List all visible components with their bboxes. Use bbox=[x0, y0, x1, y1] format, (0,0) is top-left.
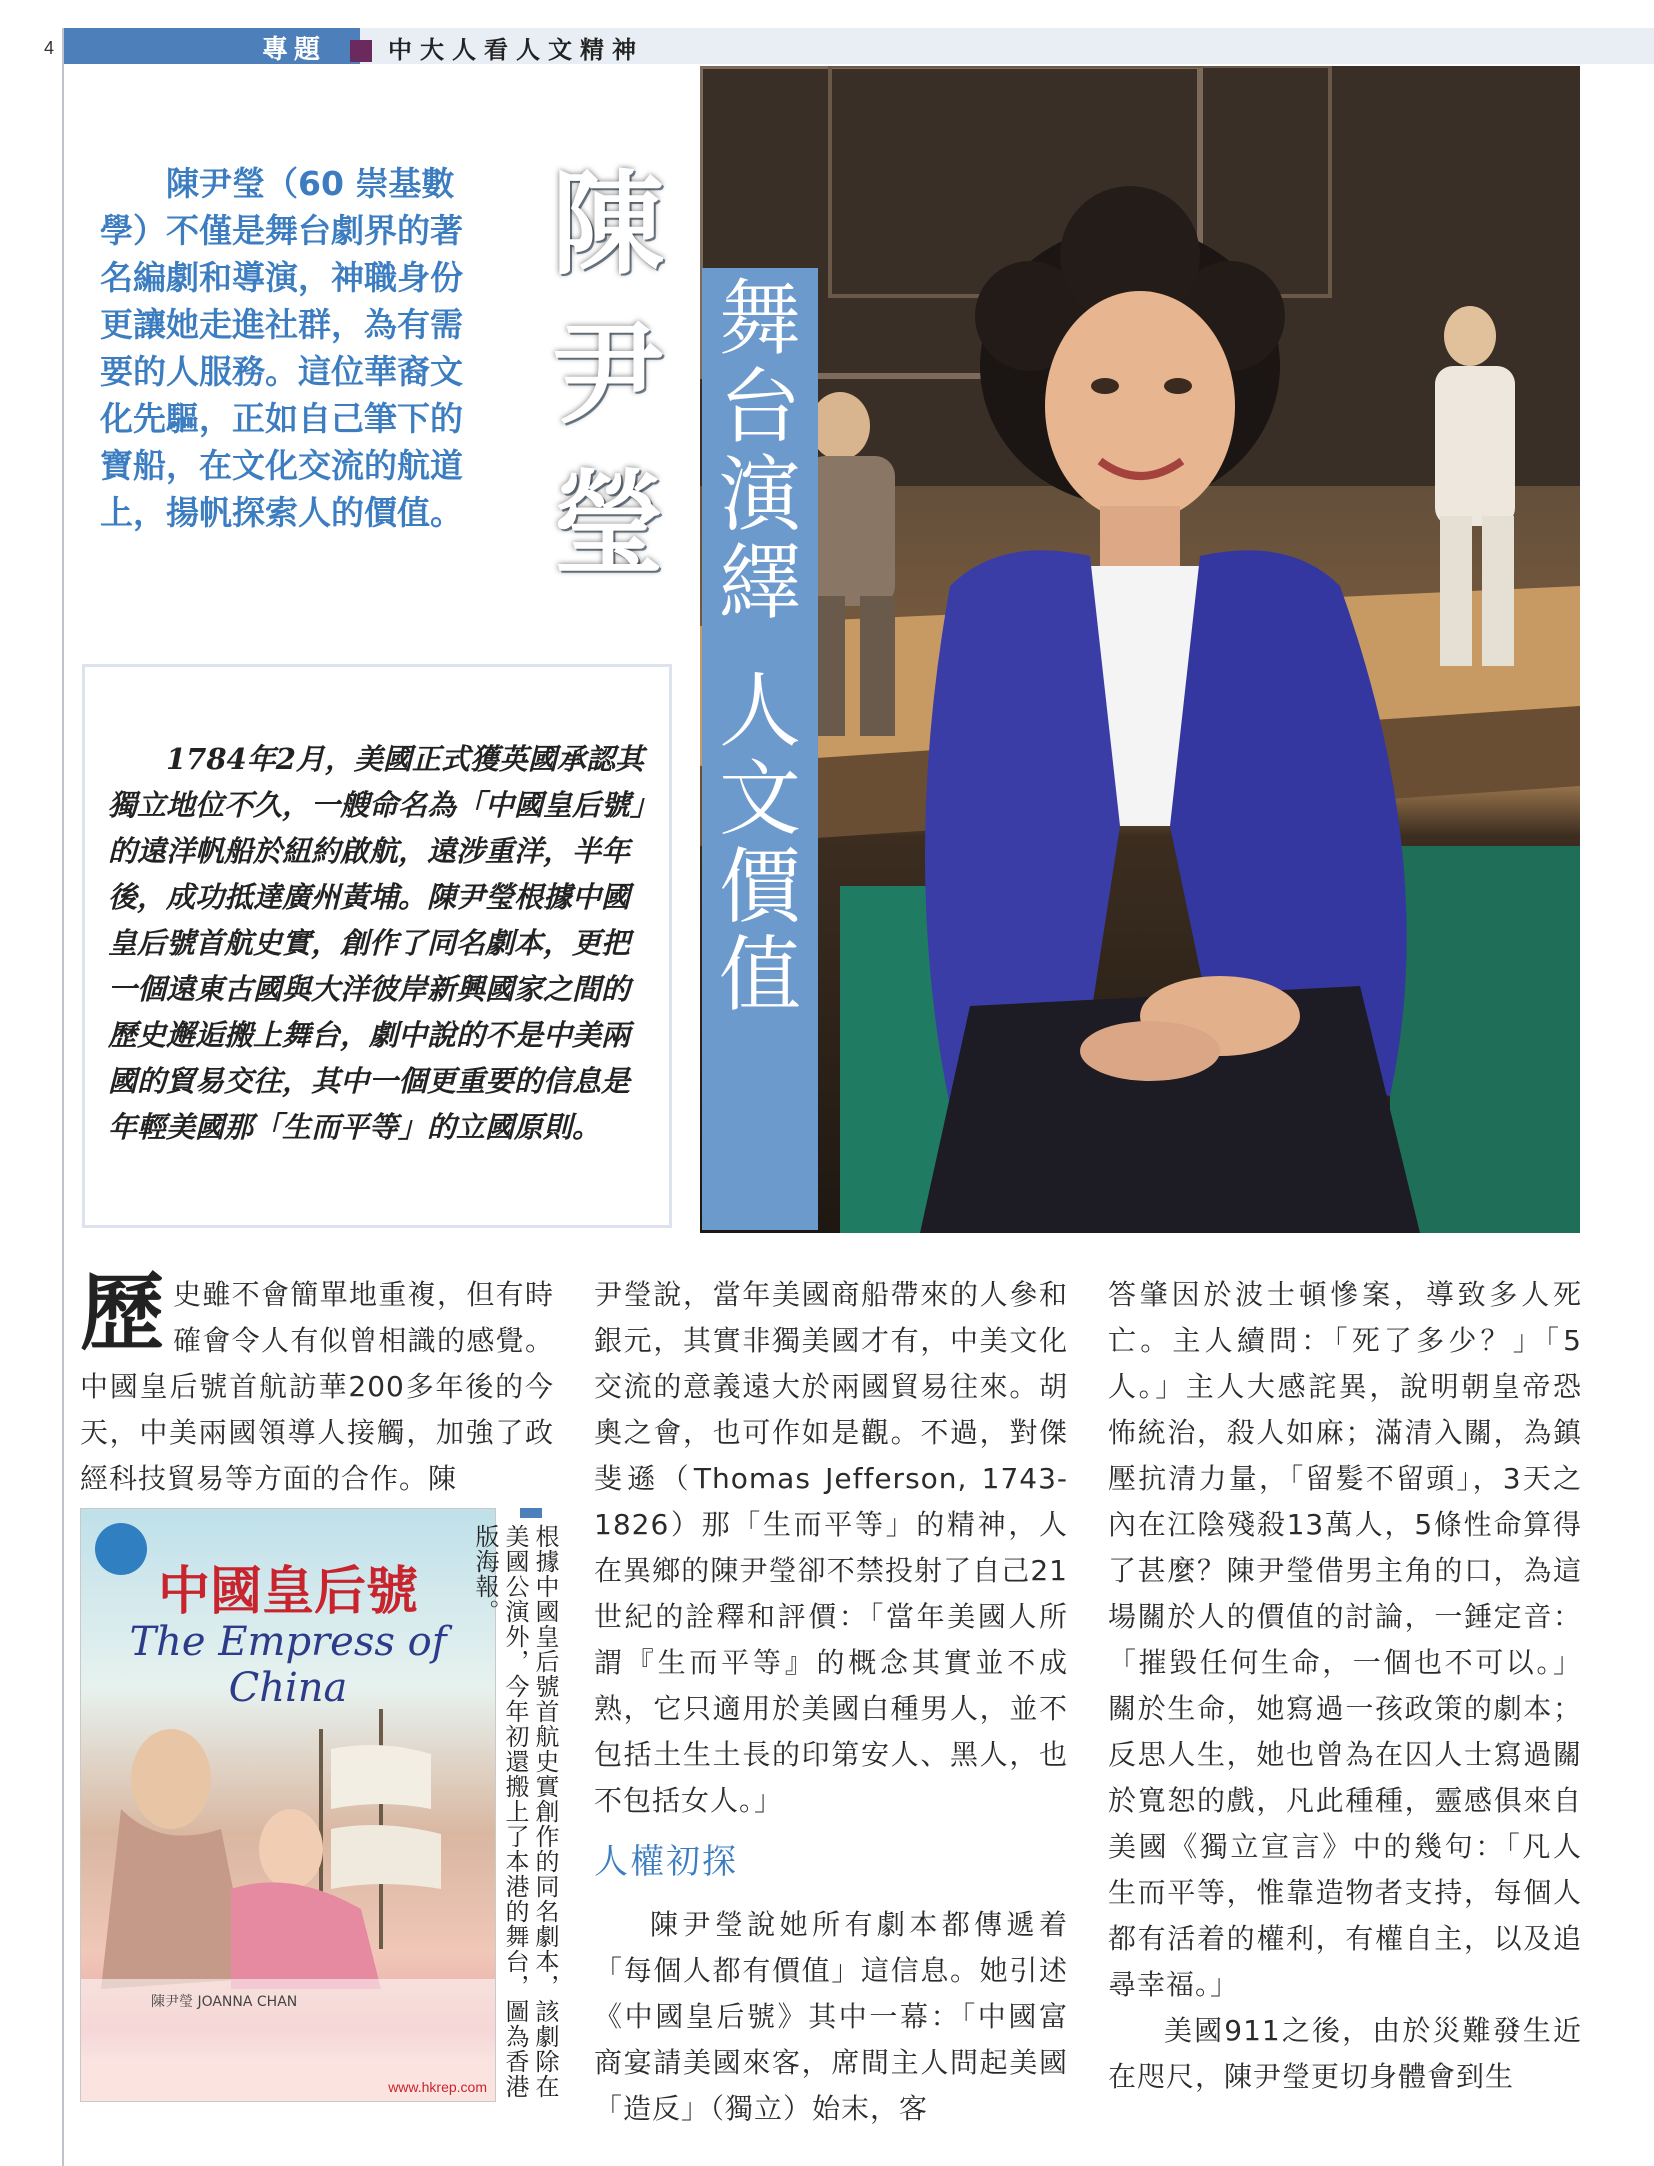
portrait-illustration bbox=[700, 66, 1580, 1233]
section-marker bbox=[350, 40, 372, 62]
subject-name bbox=[548, 150, 668, 600]
caption-marker bbox=[520, 1508, 542, 1518]
feature-photo bbox=[700, 66, 1580, 1233]
photo-caption: 根據中國皇后號首航史實創作的同名劇本，該劇除在美國公演外，今年初還搬上了本港的舞台，圖為香港版海報。 bbox=[471, 1524, 559, 2099]
headline-char: 繹 bbox=[718, 536, 801, 631]
headline-char: 價 bbox=[718, 840, 801, 935]
headline-char: 舞 bbox=[718, 272, 801, 367]
section-label: 專題 bbox=[262, 35, 327, 65]
body-column-1 bbox=[80, 1263, 554, 1502]
body-paragraph: 陳尹瑩說她所有劇本都傳遞着「每個人都有價值」這信息。她引述《中國皇后號》其中一幕：「中國富商宴請美國來客，席間主人問起美國「造反」（獨立）始末，客 bbox=[594, 1908, 1068, 2125]
headline-char: 台 bbox=[718, 360, 801, 455]
body-paragraph: 美國911之後，由於災難發生近在咫尺，陳尹瑩更切身體會到生 bbox=[1108, 2014, 1582, 2093]
headline-char: 值 bbox=[718, 928, 801, 1023]
poster-title: 中國皇后號 bbox=[157, 1561, 418, 1622]
poster-url: www.hkrep.com bbox=[388, 2079, 487, 2095]
body-paragraph: 答肇因於波士頓慘案，導致多人死亡。主人續問：「死了多少？」「5人。」主人大感詫異，說明朝皇帝恐怖統治，殺人如麻；滿清入關，為鎮壓抗清力量，「留髮不留頭」，3天之內在江陰殘殺13萬人，5條性命算得了甚麼？陳尹瑩借男主角的口，為這場關於人的價值的討論，一錘定音：「摧毀任何生命，一個也不可以。」關於生命，她寫過一孩政策的劇本；反思人生，她也曾為在囚人士寫過關於寬恕的戲，凡此種種，靈感俱來自美國《獨立宣言》中的幾句：「凡人生而平等，惟靠造物者支持，每個人都有活着的權利，有權自主，以及追尋幸福。」 bbox=[1108, 1278, 1582, 2001]
page-number: 4 bbox=[44, 38, 55, 58]
poster-credit: 陳尹瑩 JOANNA CHAN bbox=[151, 1994, 298, 2010]
left-rule bbox=[62, 28, 64, 2166]
headline-char: 文 bbox=[718, 752, 801, 847]
play-poster bbox=[80, 1508, 496, 2102]
intro-text: 1784年2月，美國正式獲英國承認其獨立地位不久，一艘命名為「中國皇后號」的遠洋帆船於紐約啟航，遠涉重洋，半年後，成功抵達廣州黃埔。陳尹瑩根據中國皇后號首航史實，創作了同名劇本，更把一個遠東古國與大洋彼岸新興國家之間的歷史邂逅搬上舞台，劇中說的不是中美兩國的貿易交往，其中一個更重要的信息是年輕美國那「生而平等」的立國原則。 bbox=[108, 742, 645, 1144]
lead-paragraph: 陳尹瑩（60 崇基數學）不僅是舞台劇界的著名編劇和導演，神職身份更讓她走進社群，為有需要的人服務。這位華裔文化先驅，正如自己筆下的寶船，在文化交流的航道上，揚帆探索人的價值。 bbox=[100, 164, 463, 532]
name-char: 陳 bbox=[552, 160, 664, 290]
headline-char: 演 bbox=[718, 448, 801, 543]
name-char: 瑩 bbox=[552, 460, 664, 590]
body-column-3 bbox=[1108, 1272, 1582, 2100]
poster-subtitle: The Empress of China bbox=[129, 1619, 447, 1711]
headline-char: 人 bbox=[718, 664, 801, 759]
subheading: 人權初探 bbox=[594, 1842, 738, 1882]
body-paragraph: 尹瑩說，當年美國商船帶來的人參和銀元，其實非獨美國才有，中美文化交流的意義遠大於兩國貿易往來。胡奧之會，也可作如是觀。不過，對傑斐遜（Thomas Jefferson, 1743-1826）那「生而平等」的精神，人在異鄉的陳尹瑩卻不禁投射了自己21世紀的詮釋和評價：「當年美國人所謂『生而平等』的概念其實並不成熟，它只適用於美國白種男人，並不包括土生土長的印第安人、黑人，也不包括女人。」 bbox=[594, 1278, 1068, 1817]
series-title: 中大人看人文精神 bbox=[388, 36, 644, 64]
body-text: 史雖不會簡單地重複，但有時確會令人有似曾相識的感覺。中國皇后號首航訪華200多年後的今天，中美兩國領導人接觸，加強了政經科技貿易等方面的合作。陳 bbox=[80, 1278, 554, 1495]
headline bbox=[702, 272, 818, 1023]
drop-cap: 歷 bbox=[80, 1263, 166, 1362]
name-char: 尹 bbox=[552, 310, 664, 440]
headline-gap bbox=[702, 628, 818, 668]
body-column-2 bbox=[594, 1272, 1068, 2132]
